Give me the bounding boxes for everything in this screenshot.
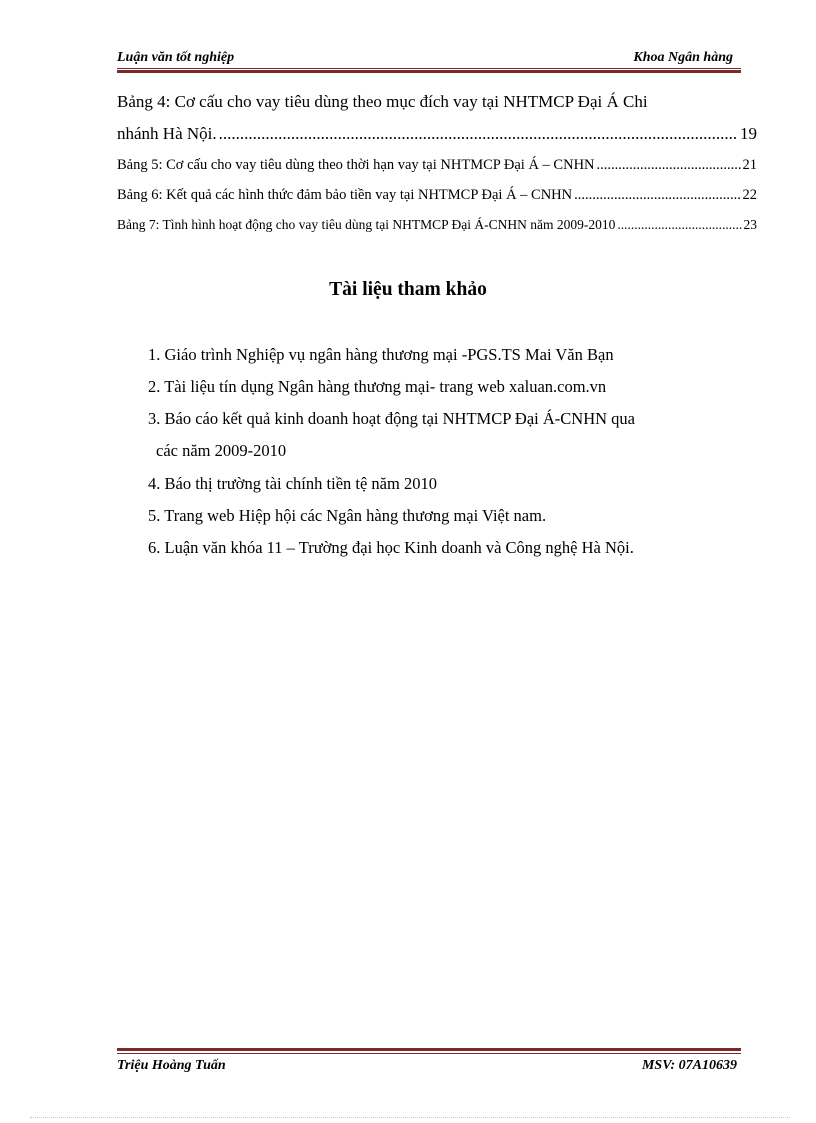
- header-rule-thick: [117, 70, 741, 73]
- toc-leader-dots: [574, 187, 740, 204]
- footer-student-id: MSV: 07A10639: [641, 1058, 737, 1073]
- toc-entry-5[interactable]: Bảng 5: Cơ cấu cho vay tiêu dùng theo thời hạn vay tại NHTMCP Đại Á – CNHN ..... 21: [117, 157, 757, 174]
- toc-leader-dots: [617, 217, 741, 233]
- toc-page-number: 21: [742, 157, 757, 173]
- toc-entry-7[interactable]: Bảng 7: Tình hình hoạt động cho vay tiêu dùng tại NHTMCP Đại Á-CNHN năm 2009-2010 ..... 23: [117, 217, 757, 233]
- reference-item: 4. Báo thị trường tài chính tiền tệ năm 2010: [148, 474, 437, 493]
- toc-leader-dots: [597, 157, 741, 174]
- reference-item: 5. Trang web Hiệp hội các Ngân hàng thương mại Việt nam.: [148, 506, 547, 525]
- page-bottom-edge: [30, 1117, 790, 1118]
- toc-page-number: 22: [742, 187, 757, 203]
- toc-leader-dots: [219, 124, 738, 144]
- toc-entry-6[interactable]: Bảng 6: Kết quả các hình thức đảm bảo tiền vay tại NHTMCP Đại Á – CNHN ..... 22: [117, 187, 757, 204]
- footer-rule-thin: [117, 1053, 741, 1054]
- reference-item: 6. Luận văn khóa 11 – Trường đại học Kinh doanh và Công nghệ Hà Nội.: [148, 538, 634, 557]
- reference-item: 2. Tài liệu tín dụng Ngân hàng thương mại- trang web xaluan.com.vn: [148, 377, 607, 396]
- references-title: Tài liệu tham khảo: [329, 279, 487, 300]
- toc-entry-4-line2[interactable]: nhánh Hà Nội. ..... 19: [117, 124, 757, 144]
- toc-entry-4-line1: Bảng 4: Cơ cấu cho vay tiêu dùng theo mục đích vay tại NHTMCP Đại Á Chi: [117, 92, 648, 111]
- footer-author-name: Triệu Hoàng Tuấn: [117, 1058, 226, 1073]
- header-faculty-label: Khoa Ngân hàng: [633, 50, 733, 65]
- reference-item-continuation: các năm 2009-2010: [156, 441, 287, 460]
- page-header: [117, 46, 737, 68]
- header-rule-thin: [117, 68, 741, 69]
- page-footer: [117, 1058, 737, 1080]
- header-thesis-label: Luận văn tốt nghiệp: [117, 50, 235, 65]
- toc-page-number: 23: [743, 217, 757, 232]
- reference-item: 1. Giáo trình Nghiệp vụ ngân hàng thương mại -PGS.TS Mai Văn Bạn: [148, 345, 614, 364]
- toc-page-number: 19: [740, 124, 757, 143]
- reference-item: 3. Báo cáo kết quả kinh doanh hoạt động tại NHTMCP Đại Á-CNHN qua: [148, 409, 635, 428]
- footer-rule-thick: [117, 1048, 741, 1051]
